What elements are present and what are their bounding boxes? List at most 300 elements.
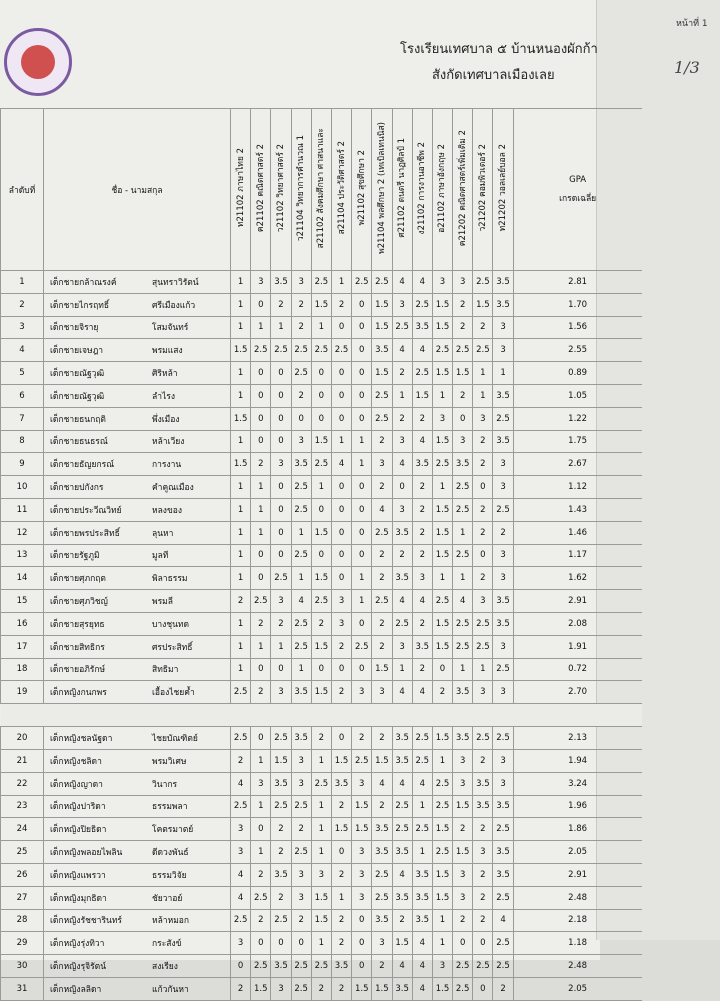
grade-cell: 2 <box>412 521 432 544</box>
gpa-cell: 0.72 <box>513 658 642 681</box>
row-number: 8 <box>1 430 44 453</box>
table-row <box>1 841 642 864</box>
grade-cell: 2.5 <box>412 293 432 316</box>
grade-cell: 3 <box>493 681 513 704</box>
grade-cell: 2 <box>331 293 351 316</box>
grade-cell: 2.5 <box>372 590 392 613</box>
grade-cell: 3 <box>291 430 311 453</box>
grade-cell: 3 <box>372 932 392 955</box>
grade-cell: 0 <box>231 955 251 978</box>
student-name <box>44 476 231 499</box>
table-row <box>1 339 642 362</box>
table-row <box>1 567 642 590</box>
grade-cell: 0 <box>352 339 372 362</box>
gpa-cell: 1.46 <box>513 521 642 544</box>
grade-cell: 3.5 <box>493 612 513 635</box>
grade-cell: 2.5 <box>453 635 473 658</box>
grade-cell: 3.5 <box>493 841 513 864</box>
grade-cell: 2.5 <box>372 407 392 430</box>
grade-cell: 2 <box>432 681 452 704</box>
grade-cell: 2.5 <box>473 727 493 750</box>
grade-cell: 3 <box>493 339 513 362</box>
first-name: เด็กชายประวีณวิทย์ <box>50 505 122 516</box>
grade-cell: 2.5 <box>291 635 311 658</box>
last-name: ธรรมพลา <box>152 802 188 813</box>
first-name: เด็กชายศุภกฤต <box>50 574 106 585</box>
grade-cell: 3 <box>331 612 351 635</box>
grade-cell: 2 <box>331 977 351 1000</box>
grade-cell: 1.5 <box>392 932 412 955</box>
first-name: เด็กชายธนกฤติ <box>50 414 106 425</box>
grade-cell: 2.5 <box>311 772 331 795</box>
grade-cell: 1.5 <box>311 909 331 932</box>
grade-cell: 0 <box>251 384 271 407</box>
grade-cell: 3 <box>493 316 513 339</box>
student-name <box>44 362 231 385</box>
last-name: ชัยวาอย์ <box>152 893 183 904</box>
first-name: เด็กหญิงมุกธิดา <box>50 893 107 904</box>
grade-cell: 4 <box>291 590 311 613</box>
grade-cell: 0 <box>352 407 372 430</box>
grade-cell: 1 <box>291 521 311 544</box>
grade-cell: 1.5 <box>311 886 331 909</box>
grade-cell: 1.5 <box>311 681 331 704</box>
row-number: 5 <box>1 362 44 385</box>
last-name: พรมลี <box>152 597 173 608</box>
grade-cell: 0 <box>352 293 372 316</box>
grade-cell: 2.5 <box>473 635 493 658</box>
row-number: 22 <box>1 772 44 795</box>
grade-cell: 3.5 <box>412 453 432 476</box>
grade-cell: 4 <box>392 590 412 613</box>
grade-cell: 2 <box>231 590 251 613</box>
row-number: 13 <box>1 544 44 567</box>
grade-cell: 1 <box>251 635 271 658</box>
gpa-cell: 1.18 <box>513 932 642 955</box>
grade-cell: 2.5 <box>473 271 493 294</box>
grade-cell: 2 <box>231 749 251 772</box>
grade-cell: 1 <box>331 271 351 294</box>
grade-cell: 1.5 <box>352 818 372 841</box>
last-name: เอื้องไชยค้ำ <box>152 688 195 699</box>
school-affiliation: สังกัดเทศบาลเมืองเลย <box>432 68 555 83</box>
name-wrap <box>44 845 230 859</box>
grade-cell: 2.5 <box>311 590 331 613</box>
student-name <box>44 407 231 430</box>
student-name <box>44 612 231 635</box>
grade-cell: 1 <box>231 612 251 635</box>
grade-cell: 2 <box>493 521 513 544</box>
name-wrap <box>44 298 230 312</box>
grade-cell: 2.5 <box>493 658 513 681</box>
grade-cell: 1.5 <box>372 293 392 316</box>
grade-cell: 0 <box>352 544 372 567</box>
grade-cell: 2.5 <box>392 612 412 635</box>
grade-cell: 2 <box>291 909 311 932</box>
student-name <box>44 658 231 681</box>
row-number: 11 <box>1 498 44 521</box>
gpa-cell: 2.48 <box>513 886 642 909</box>
grade-cell: 1 <box>231 293 251 316</box>
last-name: มูลที <box>152 551 169 562</box>
school-logo <box>4 28 72 96</box>
first-name: เด็กชายปกังกร <box>50 483 104 494</box>
table-row <box>1 635 642 658</box>
grade-cell: 2 <box>231 977 251 1000</box>
table-row <box>1 727 642 750</box>
student-name <box>44 749 231 772</box>
grade-cell: 2 <box>251 612 271 635</box>
grade-cell: 1 <box>352 590 372 613</box>
grade-cell: 3 <box>493 544 513 567</box>
grade-cell: 3 <box>291 886 311 909</box>
last-name: สงเรียง <box>152 962 178 972</box>
grade-cell: 3 <box>372 681 392 704</box>
grade-cell: 0 <box>432 658 452 681</box>
student-name <box>44 772 231 795</box>
grade-cell: 3 <box>352 681 372 704</box>
last-name: ดีดวงพันธ์ <box>152 848 189 859</box>
grade-cell: 2.5 <box>251 955 271 978</box>
grade-cell: 1.5 <box>231 407 251 430</box>
column-header-subject: ท21102 ภาษาไทย 2 <box>231 109 251 271</box>
grade-cell: 3.5 <box>372 909 392 932</box>
grade-cell: 4 <box>231 886 251 909</box>
grade-cell: 1.5 <box>372 658 392 681</box>
column-header-gpa: GPA เกรดเฉลี่ย <box>513 109 642 271</box>
grade-cell: 1 <box>231 476 251 499</box>
name-wrap <box>44 343 230 357</box>
first-name: เด็กหญิงลลิดา <box>50 984 102 995</box>
grade-cell: 1.5 <box>432 430 452 453</box>
grade-cell: 2 <box>372 612 392 635</box>
section-gap <box>1 704 642 727</box>
gpa-cell: 1.86 <box>513 818 642 841</box>
name-wrap <box>44 457 230 471</box>
grade-cell: 1 <box>251 476 271 499</box>
last-name: สิทธิมา <box>152 665 179 676</box>
table-row <box>1 977 642 1000</box>
first-name: เด็กหญิงชลิดา <box>50 756 102 767</box>
grade-cell: 1.5 <box>432 293 452 316</box>
grade-cell: 2.5 <box>271 909 291 932</box>
grade-cell: 2 <box>251 681 271 704</box>
grade-cell: 3.5 <box>291 453 311 476</box>
grade-cell: 2 <box>291 316 311 339</box>
grade-cell: 2.5 <box>453 498 473 521</box>
last-name: หลงของ <box>152 505 183 516</box>
gpa-cell: 0.89 <box>513 362 642 385</box>
grade-cell: 3 <box>331 590 351 613</box>
header-row <box>1 109 642 271</box>
name-wrap <box>44 571 230 585</box>
grade-cell: 0 <box>311 362 331 385</box>
row-number: 12 <box>1 521 44 544</box>
grade-cell: 1 <box>311 841 331 864</box>
name-wrap <box>44 320 230 334</box>
grade-cell: 1 <box>251 841 271 864</box>
grade-cell: 0 <box>251 727 271 750</box>
grade-cell: 2.5 <box>432 453 452 476</box>
grade-cell: 2.5 <box>311 271 331 294</box>
grade-cell: 3 <box>493 772 513 795</box>
grade-cell: 4 <box>392 772 412 795</box>
last-name: พึ่งเมือง <box>152 414 180 425</box>
grade-cell: 2.5 <box>291 339 311 362</box>
grade-cell: 1 <box>311 795 331 818</box>
grade-cell: 1.5 <box>372 749 392 772</box>
row-number: 2 <box>1 293 44 316</box>
grade-cell: 2.5 <box>311 453 331 476</box>
grade-cell: 2 <box>251 453 271 476</box>
grade-cell: 1 <box>432 909 452 932</box>
grade-cell: 2.5 <box>432 590 452 613</box>
grade-cell: 1.5 <box>473 293 493 316</box>
table-row <box>1 521 642 544</box>
table-row <box>1 544 642 567</box>
grade-cell: 1 <box>392 658 412 681</box>
grade-cell: 2.5 <box>412 362 432 385</box>
row-number: 6 <box>1 384 44 407</box>
grade-cell: 0 <box>251 544 271 567</box>
gpa-cell: 2.18 <box>513 909 642 932</box>
grade-cell: 3.5 <box>493 795 513 818</box>
name-wrap <box>44 480 230 494</box>
name-wrap <box>44 617 230 631</box>
grade-cell: 1 <box>311 932 331 955</box>
grade-cell: 1 <box>331 430 351 453</box>
grade-cell: 2 <box>331 863 351 886</box>
grade-cell: 0 <box>271 362 291 385</box>
grade-cell: 2 <box>453 384 473 407</box>
grade-cell: 3 <box>453 430 473 453</box>
grade-cell: 3.5 <box>392 841 412 864</box>
grade-cell: 0 <box>251 818 271 841</box>
grade-cell: 2 <box>453 818 473 841</box>
gpa-cell: 2.55 <box>513 339 642 362</box>
student-name <box>44 384 231 407</box>
grade-cell: 1 <box>473 384 493 407</box>
grade-cell: 0 <box>331 498 351 521</box>
table-row <box>1 795 642 818</box>
grade-cell: 3 <box>453 772 473 795</box>
grade-cell: 2 <box>311 977 331 1000</box>
grade-cell: 3.5 <box>473 795 493 818</box>
row-number: 3 <box>1 316 44 339</box>
grade-cell: 1 <box>271 635 291 658</box>
grade-cell: 1 <box>432 384 452 407</box>
grade-cell: 3 <box>352 863 372 886</box>
grade-cell: 2 <box>271 818 291 841</box>
name-wrap <box>44 594 230 608</box>
grade-cell: 2.5 <box>231 681 251 704</box>
grade-cell: 4 <box>372 772 392 795</box>
grade-cell: 3 <box>271 453 291 476</box>
grade-cell: 3.5 <box>372 841 392 864</box>
grade-cell: 2.5 <box>392 316 412 339</box>
grade-cell: 2 <box>453 293 473 316</box>
grade-cell: 1.5 <box>352 795 372 818</box>
column-header-subject: ว21102 วิทยาศาสตร์ 2 <box>271 109 291 271</box>
grade-cell: 1 <box>231 544 251 567</box>
grade-cell: 2 <box>473 909 493 932</box>
grade-cell: 3.5 <box>392 749 412 772</box>
table-row <box>1 316 642 339</box>
grade-cell: 0 <box>271 430 291 453</box>
row-number: 15 <box>1 590 44 613</box>
grade-cell: 3.5 <box>412 909 432 932</box>
grade-cell: 3 <box>352 886 372 909</box>
grade-cell: 0 <box>473 932 493 955</box>
column-header-subject: ค21202 คณิตศาสตร์เพิ่มเติม 2 <box>453 109 473 271</box>
student-name <box>44 841 231 864</box>
grade-cell: 0 <box>331 841 351 864</box>
grade-cell: 2.5 <box>412 727 432 750</box>
grade-cell: 0 <box>271 384 291 407</box>
grade-cell: 2.5 <box>473 612 493 635</box>
grade-cell: 2 <box>372 955 392 978</box>
grade-cell: 2 <box>372 567 392 590</box>
grade-cell: 1.5 <box>453 795 473 818</box>
student-name <box>44 590 231 613</box>
grade-cell: 1.5 <box>311 567 331 590</box>
grade-cell: 4 <box>412 977 432 1000</box>
grade-cell: 0 <box>331 658 351 681</box>
grade-cell: 2.5 <box>473 339 493 362</box>
grade-cell: 4 <box>412 590 432 613</box>
last-name: วินากร <box>152 779 178 790</box>
grade-cell: 4 <box>392 681 412 704</box>
gpa-cell: 1.12 <box>513 476 642 499</box>
grade-cell: 2.5 <box>311 955 331 978</box>
grade-cell: 1 <box>231 316 251 339</box>
table-row <box>1 453 642 476</box>
student-name <box>44 453 231 476</box>
grade-cell: 2.5 <box>231 909 251 932</box>
grade-cell: 0 <box>311 658 331 681</box>
grade-cell: 1.5 <box>372 977 392 1000</box>
grade-cell: 2.5 <box>412 749 432 772</box>
grade-cell: 2.5 <box>392 795 412 818</box>
grade-cell: 3 <box>291 772 311 795</box>
grade-cell: 0 <box>271 498 291 521</box>
first-name: เด็กชายณัฐวุฒิ <box>50 369 105 380</box>
grade-cell: 3 <box>372 453 392 476</box>
grade-cell: 1 <box>311 476 331 499</box>
grade-cell: 2.5 <box>231 795 251 818</box>
table-row <box>1 658 642 681</box>
grade-cell: 3 <box>493 749 513 772</box>
grade-cell: 0 <box>251 932 271 955</box>
column-header-subject: ส21102 สังคมศึกษา ศาสนาและ <box>311 109 331 271</box>
grade-cell: 2 <box>372 635 392 658</box>
grade-cell: 2.5 <box>372 521 392 544</box>
row-number: 31 <box>1 977 44 1000</box>
gpa-cell: 2.13 <box>513 727 642 750</box>
gap-cell <box>1 704 642 727</box>
grade-cell: 2 <box>453 909 473 932</box>
grade-cell: 1.5 <box>432 612 452 635</box>
first-name: เด็กชายรัฐภูมิ <box>50 551 100 562</box>
first-name: เด็กหญิงปิยธิดา <box>50 825 107 836</box>
grade-cell: 3 <box>432 407 452 430</box>
table-row <box>1 476 642 499</box>
grade-cell: 2 <box>331 932 351 955</box>
last-name: ศรีเมืองแก้ว <box>152 300 196 311</box>
grade-cell: 3.5 <box>493 271 513 294</box>
grade-cell: 1 <box>291 658 311 681</box>
row-number: 7 <box>1 407 44 430</box>
name-wrap <box>44 662 230 676</box>
grade-cell: 0 <box>271 658 291 681</box>
table-row <box>1 909 642 932</box>
name-wrap <box>44 526 230 540</box>
grade-cell: 0 <box>311 407 331 430</box>
column-header-subject: ศ21102 ดนตรี นาฏศิลป์ 1 <box>392 109 412 271</box>
column-header-name: ชื่อ - นามสกุล <box>44 109 231 271</box>
column-header-subject: พ21102 สุขศึกษา 2 <box>352 109 372 271</box>
grade-cell: 2.5 <box>473 955 493 978</box>
first-name: เด็กชายพรประสิทธิ์ <box>50 528 120 539</box>
grade-cell: 0 <box>291 407 311 430</box>
grade-cell: 2 <box>271 841 291 864</box>
grade-cell: 2 <box>473 316 493 339</box>
gpa-cell: 2.81 <box>513 271 642 294</box>
grade-cell: 3.5 <box>331 772 351 795</box>
grade-cell: 3 <box>453 271 473 294</box>
name-wrap <box>44 799 230 813</box>
grade-cell: 1.5 <box>311 293 331 316</box>
grade-cell: 0 <box>331 384 351 407</box>
grade-cell: 2 <box>412 498 432 521</box>
first-name: เด็กชายธัญยกรณ์ <box>50 460 115 471</box>
table-row <box>1 407 642 430</box>
grade-cell: 3.5 <box>412 316 432 339</box>
grade-cell: 2 <box>473 430 493 453</box>
student-name <box>44 681 231 704</box>
student-name <box>44 955 231 978</box>
grade-cell: 0 <box>352 476 372 499</box>
last-name: บางชุนทด <box>152 619 190 630</box>
grade-cell: 2 <box>251 909 271 932</box>
gpa-cell: 1.43 <box>513 498 642 521</box>
grade-cell: 2 <box>412 544 432 567</box>
grade-cell: 2.5 <box>493 932 513 955</box>
grade-cell: 0 <box>251 407 271 430</box>
grade-cell: 3 <box>392 635 412 658</box>
row-number: 17 <box>1 635 44 658</box>
grade-cell: 0 <box>352 498 372 521</box>
table-row <box>1 749 642 772</box>
gpa-cell: 2.05 <box>513 841 642 864</box>
grade-cell: 3.5 <box>493 384 513 407</box>
grade-cell: 2.5 <box>432 339 452 362</box>
grade-cell: 0 <box>271 544 291 567</box>
last-name: ศรประสิทธิ์ <box>152 642 193 653</box>
grade-cell: 1 <box>311 818 331 841</box>
grade-cell: 4 <box>412 271 432 294</box>
student-name <box>44 521 231 544</box>
grade-cell: 3 <box>291 863 311 886</box>
gpa-cell: 1.70 <box>513 293 642 316</box>
grade-cell: 2 <box>271 293 291 316</box>
grade-cell: 2 <box>473 521 493 544</box>
table-row <box>1 384 642 407</box>
table-row <box>1 886 642 909</box>
table-row <box>1 271 642 294</box>
grade-cell: 3 <box>453 749 473 772</box>
grade-cell: 2 <box>372 544 392 567</box>
